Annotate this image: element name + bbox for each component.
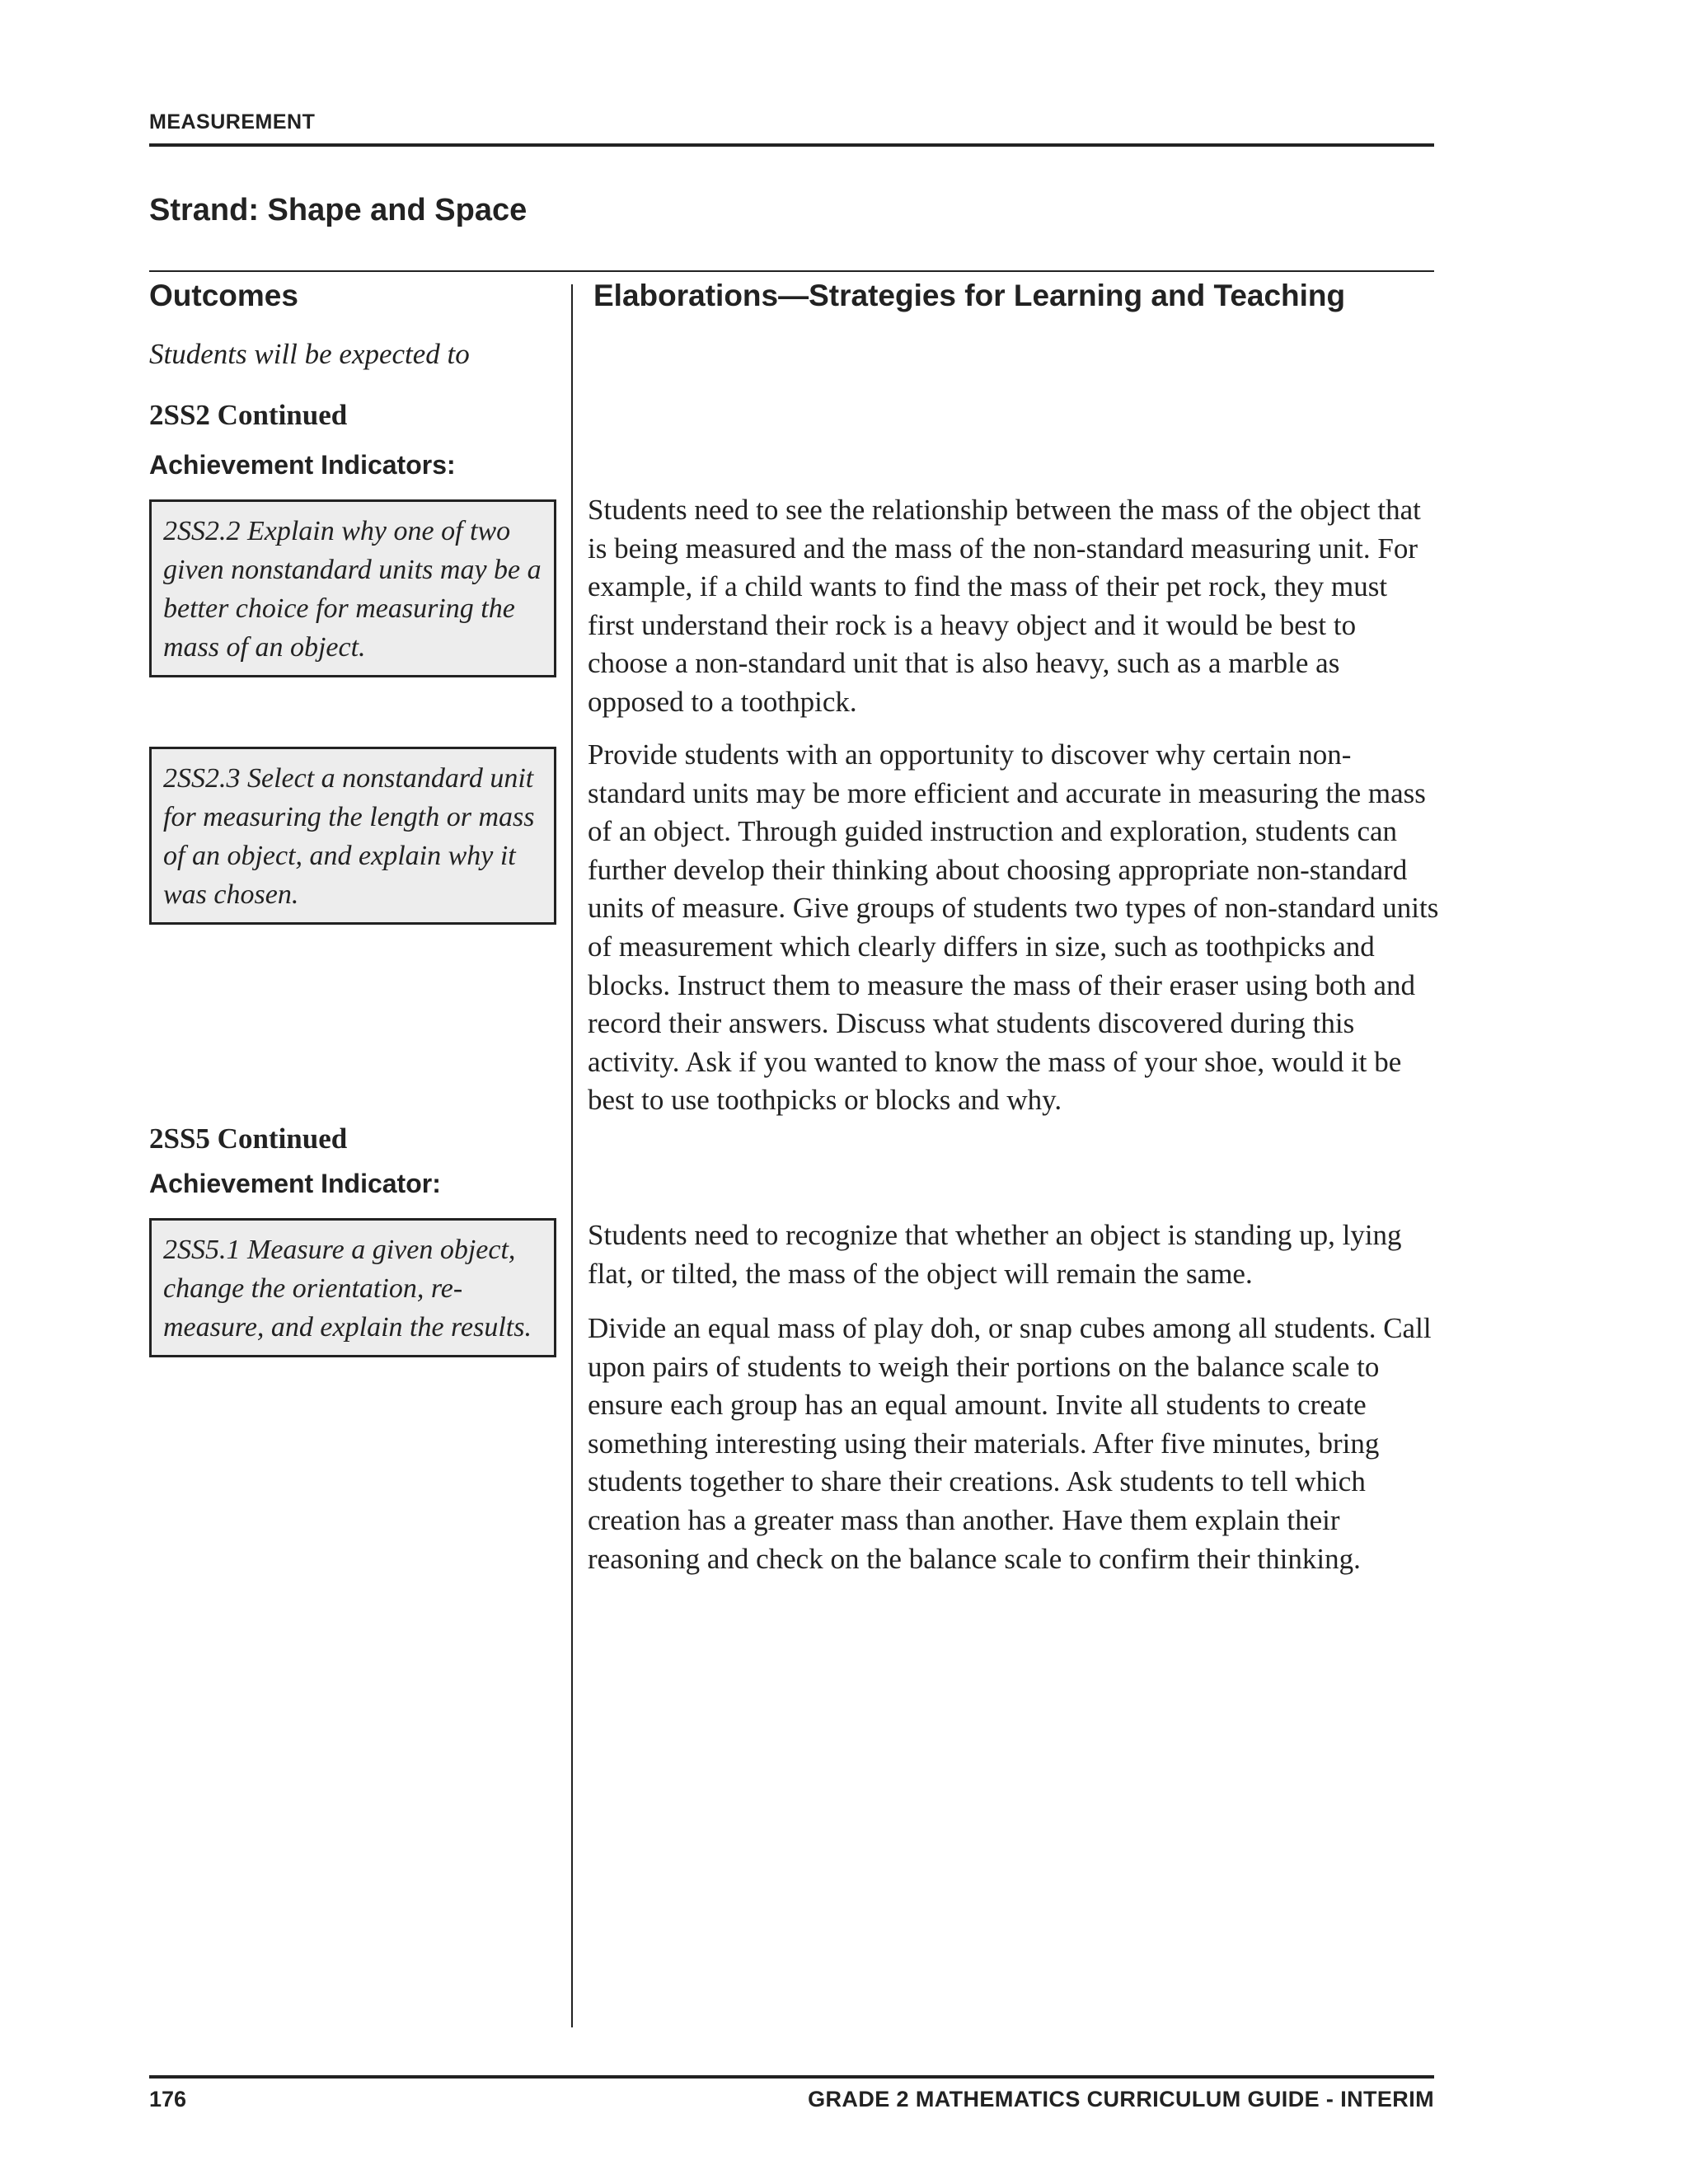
- elaboration-paragraph: Provide students with an opportunity to discover why certain non-standard units may be more efficient and accurate in measuring the mass of an object. Through guided instruction and exploration, students can further develop their thinking about choosing appropriate non-standard units of measure. Give groups of students two types of non-standard units of measurement which clearly differs in size, such as toothpicks and blocks. Instruct them to measure the mass of their eraser using both and record their answers. Discuss what students discovered during this activity. Ask if you wanted to know the mass of your shoe, would it be best to use toothpicks or blocks and why.: [588, 738, 1439, 1117]
- outcomes-intro: Students will be expected to: [149, 338, 470, 370]
- achievement-indicator-label: Achievement Indicator:: [149, 1169, 441, 1198]
- indicator-box-2ss2-2: 2SS2.2 Explain why one of two given nonstandard units may be a better choice for measuring the mass of an object.: [149, 499, 556, 677]
- section-label: MEASUREMENT: [149, 110, 316, 134]
- indicator-box-2ss5-1: 2SS5.1 Measure a given object, change the orientation, re-measure, and explain the results.: [149, 1218, 556, 1357]
- outcome-code-2ss2: 2SS2 Continued: [149, 399, 348, 431]
- indicator-box-2ss2-3: 2SS2.3 Select a nonstandard unit for measuring the length or mass of an object, and explain why it was chosen.: [149, 747, 556, 925]
- header-rule: [149, 143, 1434, 147]
- outcome-code-2ss5: 2SS5 Continued: [149, 1122, 348, 1155]
- footer-guide-title: GRADE 2 MATHEMATICS CURRICULUM GUIDE - INTERIM: [808, 2087, 1434, 2111]
- footer-rule: [149, 2075, 1434, 2079]
- elaboration-paragraph: Students need to see the relationship between the mass of the object that is being measured and the mass of the non-standard measuring unit. For example, if a child wants to find the mass of their pet rock, they must first understand their rock is a heavy object and it would be best to choose a non-standard unit that is also heavy, such as a marble as opposed to a toothpick.: [588, 494, 1421, 718]
- strand-rule: [149, 270, 1434, 272]
- page-number: 176: [149, 2087, 187, 2111]
- elaboration-paragraph: Students need to recognize that whether an object is standing up, lying flat, or tilted, the mass of the object will remain the same.: [588, 1219, 1402, 1290]
- elaborations-heading: Elaborations—Strategies for Learning and Teaching: [593, 279, 1346, 312]
- outcomes-heading: Outcomes: [149, 279, 298, 312]
- column-divider: [571, 284, 573, 2027]
- elaboration-paragraph: Divide an equal mass of play doh, or snap cubes among all students. Call upon pairs of students to weigh their portions on the balance scale to ensure each group has an equal amount. Invite all students to create something interesting using their materials. After five minutes, bring students together to share their creations. Ask students to tell which creation has a greater mass than another. Have them explain their reasoning and check on the balance scale to confirm their thinking.: [588, 1312, 1432, 1575]
- strand-title: Strand: Shape and Space: [149, 193, 528, 227]
- achievement-indicators-label: Achievement Indicators:: [149, 450, 456, 480]
